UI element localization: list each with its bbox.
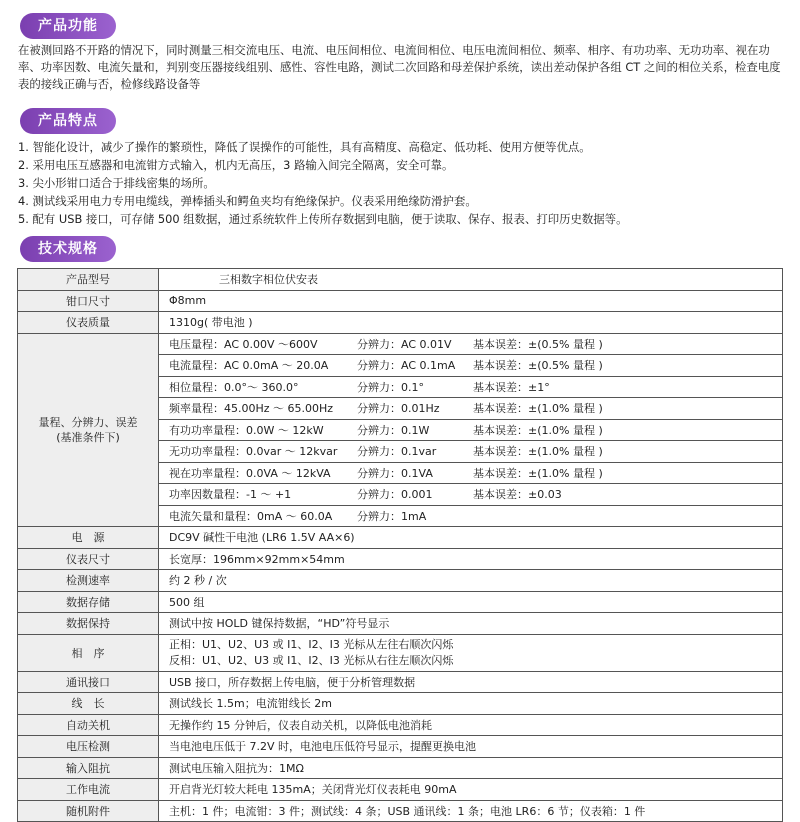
resolution-value: 分辨力：0.01Hz <box>357 402 440 416</box>
spec-value: 无操作约 15 分钟后，仪表自动关机，以降低电池消耗 <box>159 714 783 736</box>
spec-label: 线 长 <box>18 693 159 715</box>
table-row <box>18 548 783 570</box>
resolution-value: 分辨力：0.1° <box>357 380 424 394</box>
feature-item: 2. 采用电压互感器和电流钳方式输入，机内无高压，3 路输入间完全隔离，安全可靠。 <box>18 158 454 172</box>
range-row <box>159 441 783 463</box>
range-value: 电流矢量和量程：0mA ～ 60.0A <box>169 509 333 523</box>
range-row <box>159 333 783 355</box>
table-row <box>18 613 783 635</box>
table-row <box>18 671 783 693</box>
resolution-value: 分辨力：AC 0.1mA <box>357 359 456 373</box>
error-value: 基本误差：±(1.0% 量程 ) <box>473 466 603 480</box>
spec-value <box>159 634 783 671</box>
error-value: 基本误差：±(1.0% 量程 ) <box>473 423 603 437</box>
table-row <box>18 591 783 613</box>
range-value: 频率量程：45.00Hz ～ 65.00Hz <box>169 402 334 416</box>
feature-item: 3. 尖小形钳口适合于排线密集的场所。 <box>18 176 215 190</box>
resolution-value: 分辨力：0.1var <box>357 445 437 459</box>
range-value: 电压量程：AC 0.00V ～600V <box>169 337 318 351</box>
section-title-specs: 技术规格 <box>20 236 116 262</box>
error-value: 基本误差：±(1.0% 量程 ) <box>473 445 603 459</box>
spec-label: 通讯接口 <box>18 671 159 693</box>
resolution-value: 分辨力：AC 0.01V <box>357 337 452 351</box>
spec-value: 主机：1 件；电流钳：3 件；测试线：4 条；USB 通讯线：1 条；电池 LR6：6 节；仪表箱：1 件 <box>159 800 783 822</box>
resolution-value: 分辨力：0.1W <box>357 423 430 437</box>
range-value: 视在功率量程：0.0VA ～ 12kVA <box>169 466 331 480</box>
spec-value: USB 接口，所存数据上传电脑，便于分析管理数据 <box>159 671 783 693</box>
phase-forward: 正相：U1、U2、U3 或 I1、I2、I3 光标从左往右顺次闪烁 <box>169 637 454 651</box>
range-value: 功率因数量程：-1 ～ +1 <box>169 488 292 502</box>
error-value: 基本误差：±(0.5% 量程 ) <box>473 359 603 373</box>
table-row <box>18 570 783 592</box>
range-value: 无功功率量程：0.0var ～ 12kvar <box>169 445 338 459</box>
feature-item: 1. 智能化设计，减少了操作的繁琐性，降低了误操作的可能性，具有高精度、高稳定、低功耗、使用方便等优点。 <box>18 140 591 154</box>
range-row <box>159 419 783 441</box>
range-value: 有功功率量程：0.0W ～ 12kW <box>169 423 324 437</box>
spec-value: DC9V 碱性干电池 (LR6 1.5V AA×6) <box>159 527 783 549</box>
table-row <box>18 312 783 334</box>
table-row <box>18 333 783 355</box>
spec-label: 检测速率 <box>18 570 159 592</box>
resolution-value: 分辨力：0.001 <box>357 488 433 502</box>
table-row <box>18 800 783 822</box>
table-row <box>18 634 783 671</box>
spec-label: 相 序 <box>18 634 159 671</box>
spec-value: 约 2 秒 / 次 <box>159 570 783 592</box>
spec-value: 测试中按 HOLD 键保持数据，“HD”符号显示 <box>159 613 783 635</box>
section-title-features: 产品特点 <box>20 108 116 134</box>
spec-value: 测试电压输入阻抗为：1MΩ <box>159 757 783 779</box>
spec-label: 数据保持 <box>18 613 159 635</box>
spec-label-range <box>18 333 159 527</box>
spec-label: 仪表质量 <box>18 312 159 334</box>
spec-value: 500 组 <box>159 591 783 613</box>
range-label-condition: (基准条件下) <box>56 430 120 444</box>
range-row <box>159 462 783 484</box>
spec-label: 数据存储 <box>18 591 159 613</box>
spec-label: 自动关机 <box>18 714 159 736</box>
phase-reverse: 反相：U1、U2、U3 或 I1、I2、I3 光标从右往左顺次闪烁 <box>169 653 454 667</box>
spec-label: 电压检测 <box>18 736 159 758</box>
table-row <box>18 693 783 715</box>
range-row <box>159 376 783 398</box>
spec-value: 1310g( 带电池 ) <box>159 312 783 334</box>
features-list <box>18 138 788 228</box>
range-row <box>159 505 783 527</box>
table-row <box>18 269 783 291</box>
table-row <box>18 714 783 736</box>
table-row <box>18 290 783 312</box>
spec-label: 随机附件 <box>18 800 159 822</box>
spec-label: 电 源 <box>18 527 159 549</box>
range-label: 量程、分辨力、误差 <box>38 415 138 429</box>
spec-value: 测试线长 1.5m；电流钳线长 2m <box>159 693 783 715</box>
range-row <box>159 484 783 506</box>
table-row <box>18 757 783 779</box>
error-value: 基本误差：±(1.0% 量程 ) <box>473 402 603 416</box>
resolution-value: 分辨力：0.1VA <box>357 466 433 480</box>
range-row <box>159 355 783 377</box>
table-row <box>18 527 783 549</box>
spec-label: 仪表尺寸 <box>18 548 159 570</box>
spec-value: 三相数字相位伏安表 <box>159 269 783 291</box>
spec-value: 长宽厚：196mm×92mm×54mm <box>159 548 783 570</box>
spec-table <box>17 268 783 822</box>
error-value: 基本误差：±1° <box>473 380 550 394</box>
table-row <box>18 779 783 801</box>
range-value: 相位量程：0.0°～ 360.0° <box>169 380 299 394</box>
range-row <box>159 398 783 420</box>
range-value: 电流量程：AC 0.0mA ～ 20.0A <box>169 359 329 373</box>
error-value: 基本误差：±0.03 <box>473 488 562 502</box>
spec-value: 当电池电压低于 7.2V 时，电池电压低符号显示，提醒更换电池 <box>159 736 783 758</box>
spec-label: 工作电流 <box>18 779 159 801</box>
table-row <box>18 736 783 758</box>
function-description: 在被测回路不开路的情况下，同时测量三相交流电压、电流、电压间相位、电流间相位、电压电流间相位、频率、相序、有功功率、无功功率、视在功率、功率因数、电流矢量和，判别变压器接线组别、感性、容性电路，测试二次回路和母差保护系统，读出差动保护各组 CT 之间的相位关系，检查电度表的接线正确与否，检修线路设备等 <box>18 43 781 91</box>
feature-item: 5. 配有 USB 接口，可存储 500 组数据，通过系统软件上传所存数据到电脑，便于读取、保存、报表、打印历史数据等。 <box>18 212 628 226</box>
section-title-function: 产品功能 <box>20 13 116 39</box>
spec-label: 输入阻抗 <box>18 757 159 779</box>
spec-value: 开启背光灯较大耗电 135mA；关闭背光灯仪表耗电 90mA <box>159 779 783 801</box>
feature-item: 4. 测试线采用电力专用电缆线，弹棒插头和鳄鱼夹均有绝缘保护。仪表采用绝缘防滑护套。 <box>18 194 477 208</box>
spec-value: Φ8mm <box>159 290 783 312</box>
error-value: 基本误差：±(0.5% 量程 ) <box>473 337 603 351</box>
spec-label: 产品型号 <box>18 269 159 291</box>
resolution-value: 分辨力：1mA <box>357 509 427 523</box>
spec-label: 钳口尺寸 <box>18 290 159 312</box>
